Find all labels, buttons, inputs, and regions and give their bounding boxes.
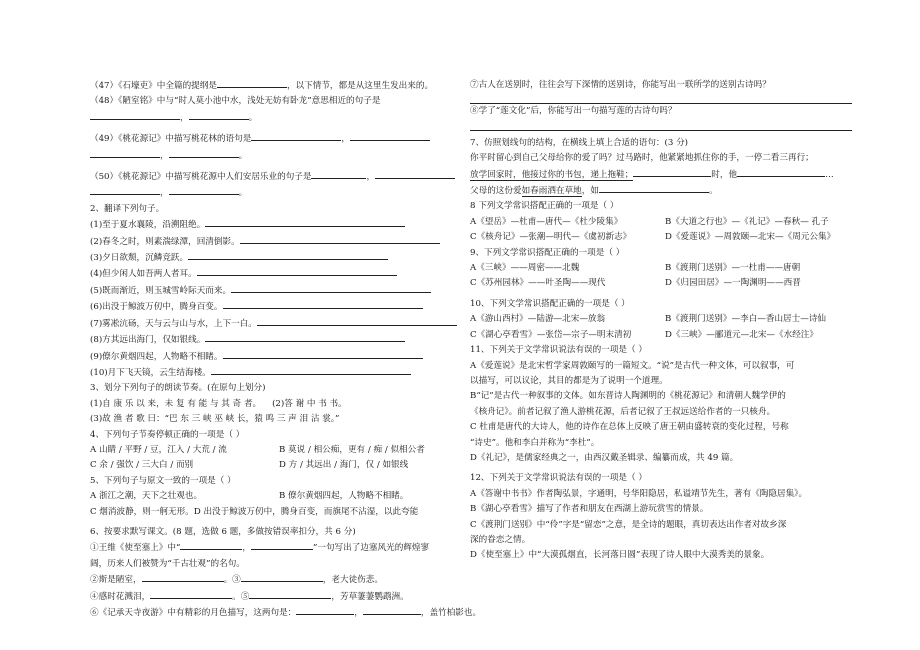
answer-blank[interactable]: [188, 250, 388, 260]
section-5-options-cd[interactable]: C 烟消波静，则一舸无形。D 出没于鲸波万仞中，腾身百变，而旗尾不沾湿，以此夸能: [90, 506, 419, 517]
question-48: （48）《陋室铭》中与“时人莫小池中水，浅处无妨有卧龙”意思相近的句子是: [90, 96, 381, 107]
question-50-blanks: ， 。: [90, 185, 468, 201]
section-5-options: [90, 489, 468, 504]
answer-blank[interactable]: [311, 169, 366, 179]
section-6-item-4: ④感时花溅泪， 。⑤ ，芳草萋萋鹦鹉洲。: [90, 589, 468, 605]
answer-blank[interactable]: [375, 169, 455, 179]
section-2-heading: 2、翻译下列句子。: [90, 203, 165, 214]
section-7-heading: 7、仿照划线句的结构，在横线上填上合适的语句：(3 分): [470, 137, 689, 148]
option-line: C 杜甫是唐代的大诗人，他的诗作在总体上反映了唐王朝由盛转衰的变化过程，号称: [470, 422, 789, 433]
answer-blank[interactable]: [223, 349, 423, 359]
option-d[interactable]: D《三峡》—郦道元—北宋—《水经注》: [665, 329, 818, 340]
section-9-heading: 9、下列文学常识搭配正确的一项是（ ）: [470, 247, 625, 258]
option-d[interactable]: D 方 / 其远出 / 海门，仅 / 如银线: [279, 460, 409, 471]
answer-blank[interactable]: [363, 605, 421, 615]
answer-line[interactable]: [470, 120, 852, 131]
answer-blank[interactable]: [90, 148, 160, 158]
option-b[interactable]: [470, 389, 860, 420]
option-a[interactable]: [470, 487, 860, 502]
option-d[interactable]: D《归园田居》—一陶渊明——西晋: [665, 278, 801, 289]
section-4-options: [90, 443, 468, 474]
translation-item: [90, 365, 468, 381]
translation-item: [90, 299, 468, 315]
section-8-heading: 8 下列文学常识搭配正确的一项是（ ）: [470, 201, 619, 212]
translation-item: [90, 316, 468, 332]
option-c[interactable]: C 余 / 强饮 / 三大白 / 而别: [90, 460, 194, 471]
option-line: B《湖心亭看雪》描写了作者和朋友在西湖上游玩赏雪的情景。: [470, 504, 709, 515]
question-50: （50）《桃花源记》中描写桃花源中人们安居乐业的句子是 ，: [90, 169, 468, 185]
option-b[interactable]: [470, 502, 860, 517]
answer-line[interactable]: [470, 93, 852, 104]
section-3-heading: 3、划分下列句子的朗读节奏。(在原句上划分): [90, 383, 266, 394]
translation-item: [90, 234, 468, 250]
section-7-text-2: 放学回家时，他接过你的书包，递上拖鞋； 时，他 …: [470, 167, 860, 183]
translation-item: [90, 217, 468, 233]
section-6-item-7: ⑦古人在送别时，往往会写下深情的送别诗，你能写出一联所学的送别古诗吗？: [470, 80, 771, 90]
option-line: C《渡荆门送别》中“伶”字是“留恋”之意，是全诗的题眼，真切表达出作者对故乡深: [470, 519, 787, 530]
option-line: 以描写，可以议论，其目的都是为了说明一个道理。: [470, 375, 668, 386]
option-a[interactable]: A 浙江之潮，天下之壮观也。: [90, 491, 203, 502]
translation-sentence: (7)雾凇沆砀，天与云与山与水，上下一白。: [90, 318, 257, 329]
question-49: （49）《桃花源记》中描写桃花林的语句是 ，: [90, 131, 468, 147]
translation-item: [90, 266, 468, 282]
translation-sentence: (8)方其远出海门，仅如银线。: [90, 335, 206, 346]
translation-sentence: (1)至于夏水襄陵，沿溯阻绝。: [90, 220, 206, 231]
option-c[interactable]: C《苏州园林》——叶圣陶——现代: [470, 278, 606, 289]
section-6-item-6: ⑥《记承天寺夜游》中有精彩的月色描写，这两句是： ， ，盖竹柏影也。: [90, 605, 468, 621]
option-b[interactable]: B 莫说 / 相公痴，更有 / 痴 / 似相公者: [279, 444, 425, 455]
answer-blank[interactable]: [150, 589, 232, 599]
answer-blank[interactable]: [211, 365, 411, 375]
option-c[interactable]: C《核舟记》—张潮—明代—《虞初新志》: [470, 232, 632, 243]
answer-blank[interactable]: [169, 185, 239, 195]
translation-item: [90, 250, 468, 266]
option-d[interactable]: D《爱莲说》—周敦颐—北宋—《周元公集》: [665, 232, 836, 243]
option-b[interactable]: B《大道之行也》—《礼记》—春秋— 孔子: [665, 216, 829, 227]
translation-item: [90, 283, 468, 299]
translation-sentence: (3)夕日欲颓，沉鳞竞跃。: [90, 253, 189, 264]
answer-blank[interactable]: [251, 540, 313, 550]
question-47: （47）《石壕吏》中全篇的提纲是 ，以下情节，都是从这里生发出来的。: [90, 78, 468, 94]
answer-blank[interactable]: [205, 217, 405, 227]
option-c[interactable]: [470, 518, 860, 549]
option-line: “诗史”。他和李白并称为“李杜”。: [470, 437, 600, 448]
option-a[interactable]: A《三峡》——周密——北魏: [470, 263, 580, 274]
option-line: D《使至塞上》中“大漠孤烟直，长河落日圆”表现了诗人眼中大漠秀美的景象。: [470, 550, 770, 561]
answer-blank[interactable]: [251, 131, 341, 141]
section-4-heading: 4、下列句子节奏停顿正确的一项是（ ）: [90, 429, 245, 440]
translation-sentence: (4)但少闲人如吾两人者耳。: [90, 269, 197, 280]
answer-blank[interactable]: [599, 183, 709, 193]
answer-blank[interactable]: [205, 332, 405, 342]
option-line: A《爱莲说》是北宋哲学家周敦颐写的一篇短文。“说”是古代一种文体，可以叙事，可: [470, 360, 795, 371]
translation-sentence: (2)春冬之时，则素湍绿潭，回清倒影。: [90, 236, 240, 247]
option-line: A《答谢中书书》作者陶弘景，字通明，号华阳隐居，私谥靖节先生，著有《陶隐居集》。: [470, 488, 808, 499]
option-line: D《礼记》，是儒家经典之一，由西汉戴圣辑录、编纂而成，共 49 篇。: [470, 452, 739, 463]
answer-blank[interactable]: [90, 185, 160, 195]
answer-blank[interactable]: [197, 266, 397, 276]
answer-blank[interactable]: [257, 316, 457, 326]
option-a[interactable]: A 山睛 / 平野 / 豆，江入 / 大荒 / 流: [90, 444, 227, 455]
option-c[interactable]: C《湖心亭看雪》—张岱—宗子—明末清初: [470, 329, 632, 340]
option-line: B“记”是古代一种叙事的文体。如东晋诗人陶渊明的《桃花源记》和清朝人魏学伊的: [470, 391, 786, 402]
answer-blank[interactable]: [180, 540, 242, 550]
option-d[interactable]: [470, 451, 860, 466]
option-line: 《核舟记》。前者记叙了渔人游桃花源，后者记叙了王叔远送给作者的一只核舟。: [470, 406, 776, 417]
section-10-heading: 10、下列文学常识搭配正确的一项是（ ）: [470, 298, 630, 309]
answer-blank[interactable]: [737, 167, 825, 177]
section-3-line-2: (3)故 渔 者 歌 曰：“巴 东 三 峡 巫 峡 长，猿 鸣 三 声 泪 沾 裳。”: [90, 414, 340, 425]
translation-item: [90, 349, 468, 365]
section-8-options: [470, 215, 860, 246]
option-a[interactable]: [470, 359, 860, 390]
section-3-line-1: (1)自 康 乐 以 来，未 复 有 能 与 其 奇 者。 (2)答 谢 中 书 书。: [90, 398, 347, 409]
section-5-heading: 5、下列句子与原文一致的一项是（ ）: [90, 475, 236, 486]
translation-sentence: (5)既而渐近，则玉城雪岭际天而来。: [90, 285, 232, 296]
answer-blank[interactable]: [231, 283, 431, 293]
translation-item: [90, 332, 468, 348]
section-7-text-3: 父母的这份爱如春雨洒在草地，如 。: [470, 183, 860, 199]
answer-blank[interactable]: [169, 148, 239, 158]
section-11-options: [470, 359, 860, 467]
section-6-item-1: ①王维《使至塞上》中“ ， ”一句写出了边塞风光的辉煌寥: [90, 540, 468, 556]
answer-blank[interactable]: [217, 78, 287, 88]
option-b[interactable]: B 僚尔黄烟四起，人物略不相睹。: [279, 491, 409, 502]
option-d[interactable]: [470, 548, 860, 563]
option-line: 深的眷恋之情。: [470, 534, 531, 545]
option-c[interactable]: [470, 420, 860, 451]
answer-blank[interactable]: [350, 131, 430, 141]
section-12-heading: 12、下列关于文学常识说法有误的一项是（ ）: [470, 473, 647, 484]
answer-blank[interactable]: [249, 589, 331, 599]
option-a[interactable]: A《望岳》—杜甫—唐代—《杜少陵集》: [470, 216, 623, 227]
right-column: [470, 78, 860, 564]
answer-blank[interactable]: [241, 572, 323, 582]
section-9-options: [470, 261, 860, 292]
section-6-item-8: ⑧学了“莲文化”后，你能写出一句描写莲的古诗句吗？: [470, 106, 677, 117]
question-49-blanks: ， 。: [90, 148, 468, 164]
left-column: [90, 78, 482, 621]
answer-blank[interactable]: [240, 234, 440, 244]
section-7-text-1: 你平时留心到自己父母给你的爱了吗？过马路时，他紧紧地抓住你的手，一停二看三再行；: [470, 153, 814, 164]
translation-sentence: (9)僚尔黄烟四起，人物略不相睹。: [90, 351, 223, 362]
answer-blank[interactable]: [90, 110, 180, 120]
option-a[interactable]: A《游山西村》—陆游—北宋—放翁: [470, 314, 606, 325]
answer-blank[interactable]: [633, 167, 711, 177]
section-6-heading: 6、按要求默写课文。(8 题，选做 6 题，多做按错误率扣分，共 6 分): [90, 526, 356, 537]
option-b[interactable]: B《渡荆门送别》—李白—香山居士—诗仙: [665, 314, 827, 325]
answer-blank[interactable]: [223, 299, 423, 309]
answer-blank[interactable]: [296, 605, 354, 615]
answer-blank[interactable]: [189, 110, 249, 120]
answer-blank[interactable]: [142, 572, 224, 582]
section-6-item-1-cont: 阔，历来人们被赞为“千古壮观”的名句。: [90, 558, 245, 569]
translation-sentence: (6)出没于鲸波万仞中，腾身百变。: [90, 302, 223, 313]
section-10-options: [470, 312, 860, 343]
section-11-heading: 11、下列关于文学常识说法有误的一项是（ ）: [470, 345, 647, 356]
section-6-item-2: ②斯是陋室， 。③ ，老大徒伤悲。: [90, 572, 468, 588]
translation-sentence: (10)月下飞天镜，云生结海楼。: [90, 367, 211, 378]
translation-list: [90, 217, 468, 381]
section-12-options: [470, 487, 860, 564]
option-b[interactable]: B《渡荆门送别》—一杜甫——唐朝: [665, 263, 801, 274]
question-48-blanks: ， 。: [90, 110, 468, 126]
